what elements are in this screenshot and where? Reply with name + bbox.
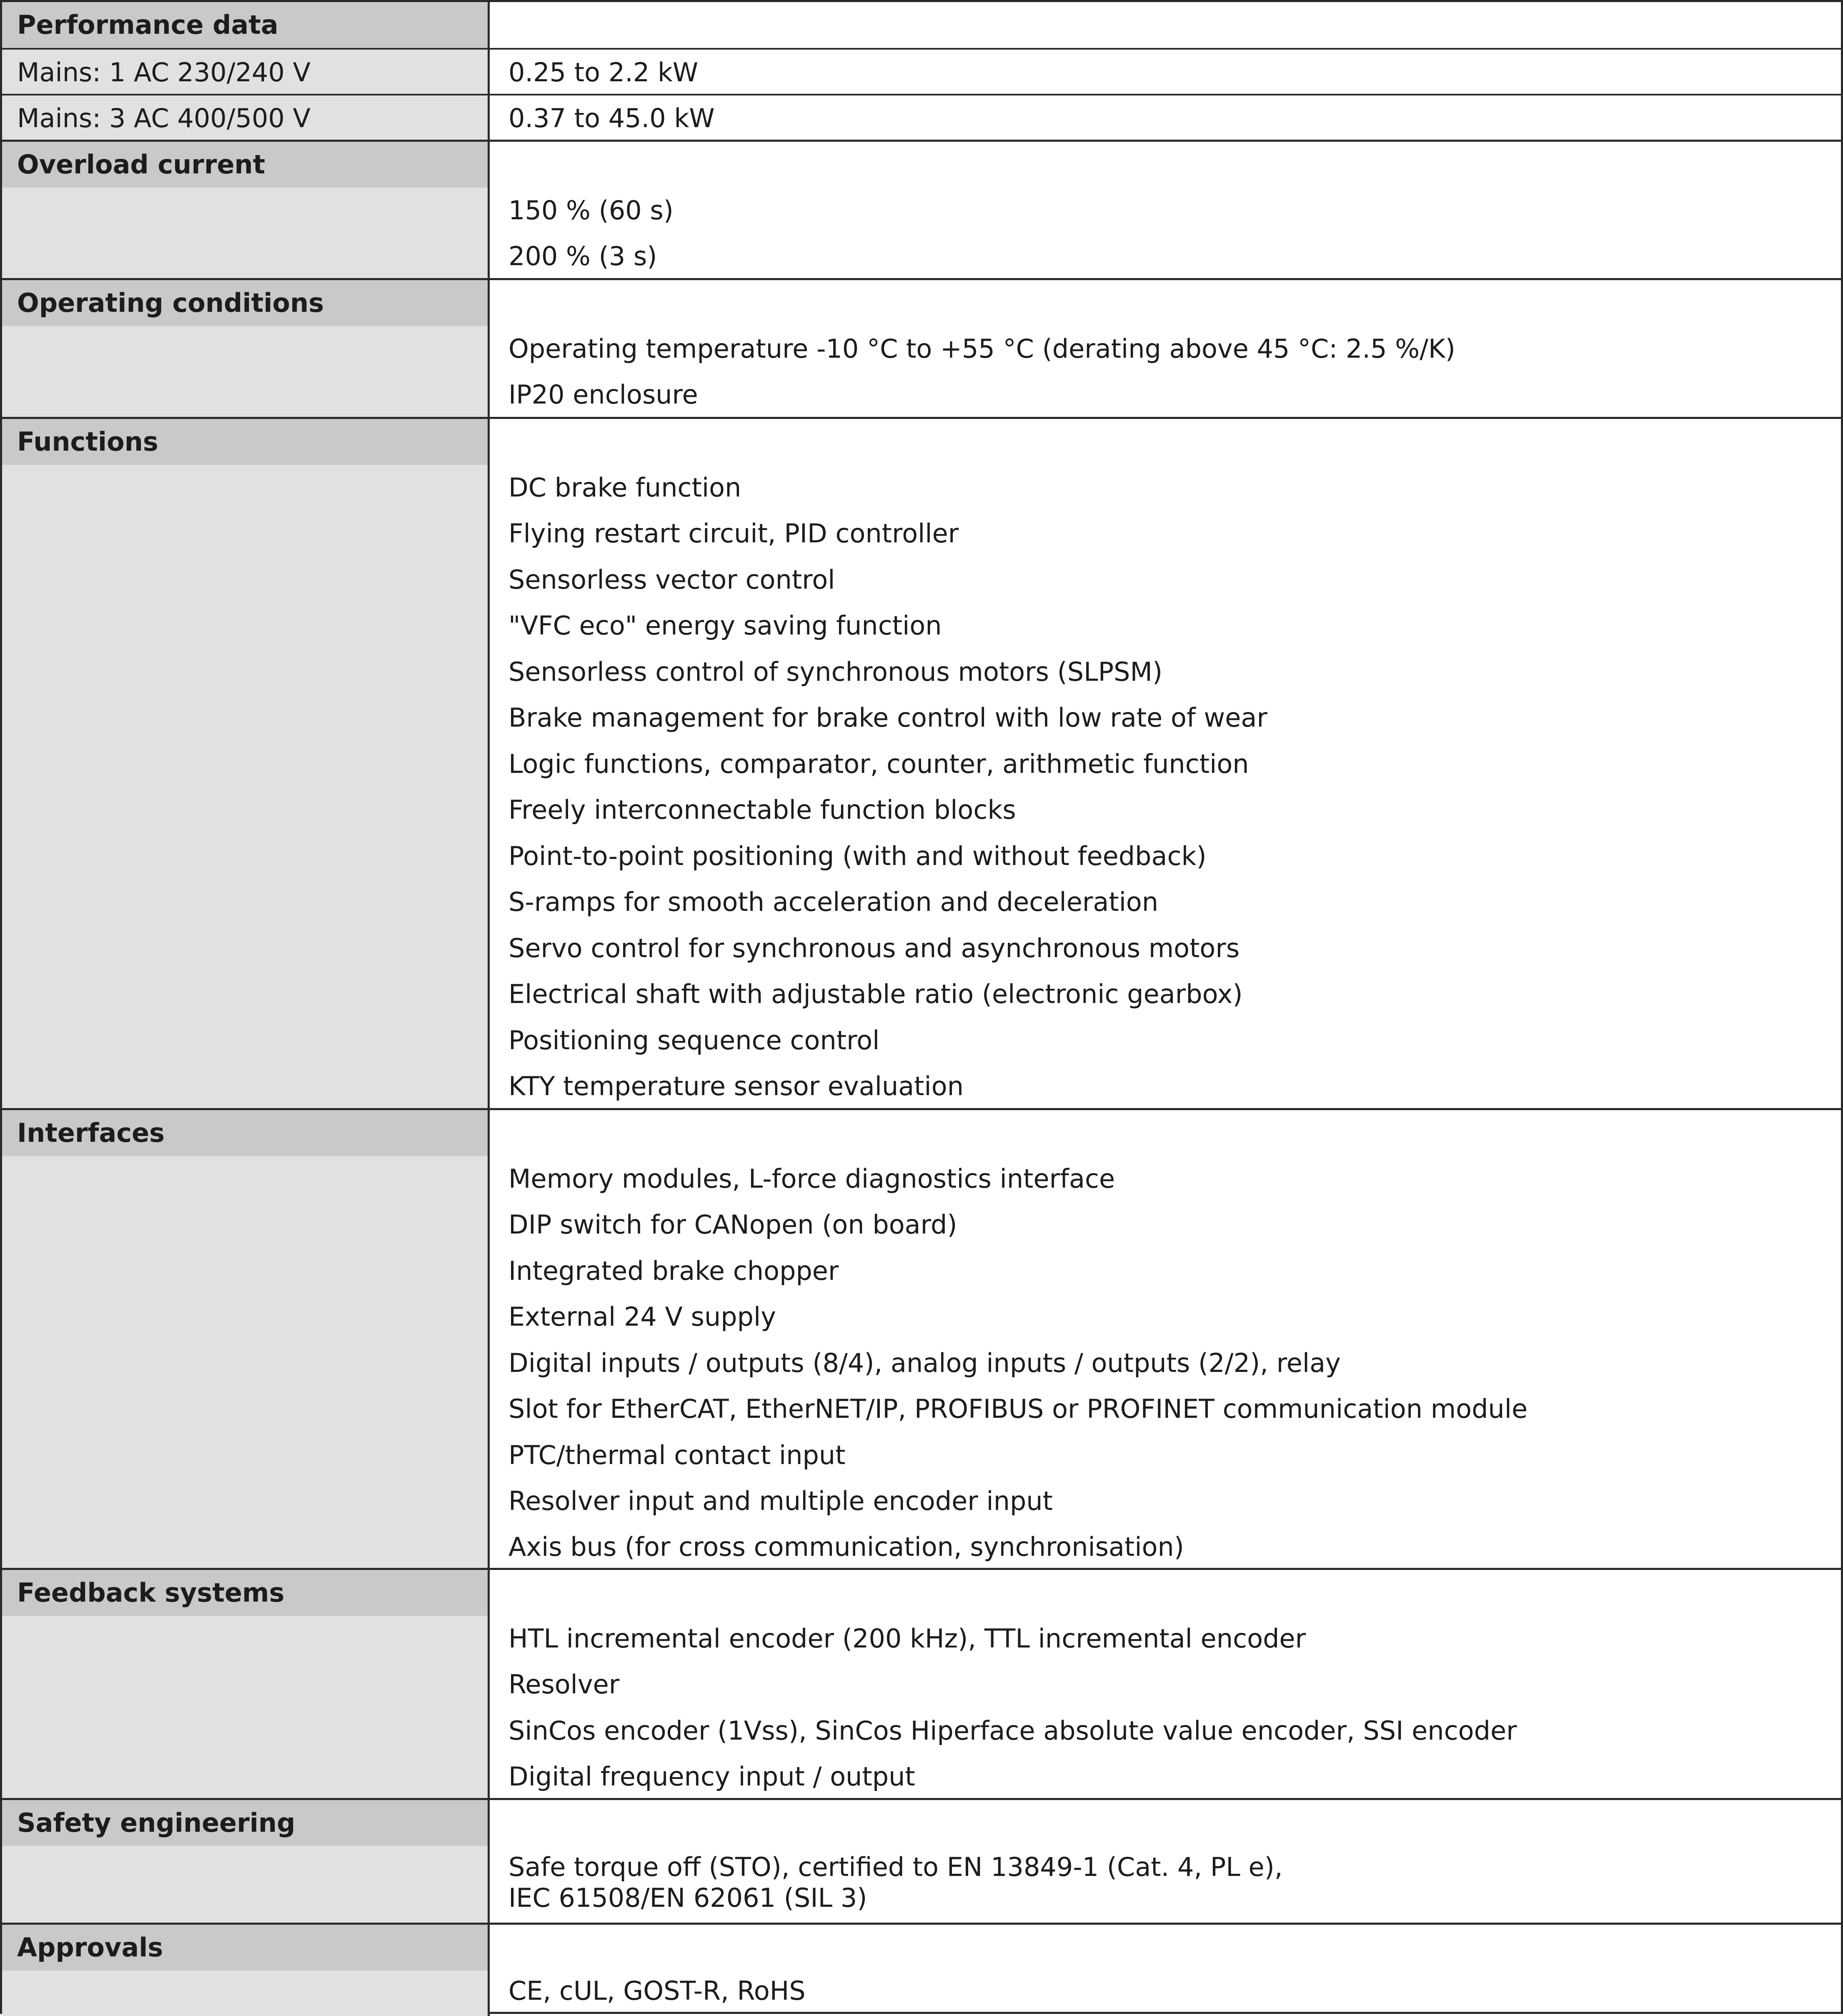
section-title: Performance data bbox=[17, 10, 278, 40]
list-item: Digital frequency input / output bbox=[508, 1761, 915, 1792]
section-title: Operating conditions bbox=[17, 288, 324, 318]
section-operating bbox=[2, 278, 1841, 417]
list-item: IP20 enclosure bbox=[508, 379, 698, 410]
list-item: 150 % (60 s) bbox=[508, 195, 674, 226]
list-item: Servo control for synchronous and asynchronous motors bbox=[508, 933, 1240, 963]
section-title: Feedback systems bbox=[17, 1577, 285, 1608]
list-item: 200 % (3 s) bbox=[508, 241, 657, 271]
section-title: Overload current bbox=[17, 149, 265, 180]
section-title: Functions bbox=[17, 426, 158, 457]
section-title: Interfaces bbox=[17, 1118, 165, 1148]
list-item: Freely interconnectable function blocks bbox=[508, 795, 1016, 825]
table-row bbox=[2, 48, 1841, 94]
section-safety bbox=[2, 1798, 1841, 1923]
list-item: Electrical shaft with adjustable ratio (electronic gearbox) bbox=[508, 979, 1243, 1009]
section-values bbox=[490, 280, 1841, 417]
list-item: PTC/thermal contact input bbox=[508, 1440, 846, 1470]
safety-line-1: Safe torque off (STO), certified to EN 13849-1 (Cat. 4, PL e), bbox=[508, 1852, 1283, 1882]
list-item: DC brake function bbox=[508, 472, 741, 503]
list-item: HTL incremental encoder (200 kHz), TTL incremental encoder bbox=[508, 1623, 1306, 1654]
section-label-column bbox=[2, 2, 490, 48]
list-item: Flying restart circuit, PID controller bbox=[508, 518, 959, 549]
list-item: KTY temperature sensor evaluation bbox=[508, 1071, 964, 1101]
list-item: Point-to-point positioning (with and without feedback) bbox=[508, 841, 1207, 871]
list-item: Sensorless vector control bbox=[508, 564, 835, 595]
section-values bbox=[490, 142, 1841, 278]
section-label-column bbox=[2, 280, 490, 417]
section-title: Safety engineering bbox=[17, 1808, 295, 1838]
list-item: "VFC eco" energy saving function bbox=[508, 610, 942, 641]
table-row bbox=[2, 94, 1841, 140]
row-label: Mains: 1 AC 230/240 V bbox=[17, 57, 311, 88]
row-label: Mains: 3 AC 400/500 V bbox=[17, 103, 311, 133]
list-item: Positioning sequence control bbox=[508, 1025, 880, 1056]
section-overload bbox=[2, 140, 1841, 278]
section-values bbox=[490, 1110, 1841, 1568]
section-feedback bbox=[2, 1568, 1841, 1798]
section-values bbox=[490, 1925, 1841, 2016]
list-item: Sensorless control of synchronous motors (SLPSM) bbox=[508, 657, 1163, 687]
list-item: External 24 V supply bbox=[508, 1301, 776, 1332]
row-value: 0.37 to 45.0 kW bbox=[508, 103, 715, 133]
section-values bbox=[490, 419, 1841, 1108]
list-item: Axis bus (for cross communication, synchronisation) bbox=[508, 1532, 1184, 1562]
list-item: SinCos encoder (1Vss), SinCos Hiperface absolute value encoder, SSI encoder bbox=[508, 1715, 1517, 1746]
list-item: Operating temperature -10 °C to +55 °C (derating above 45 °C: 2.5 %/K) bbox=[508, 333, 1455, 364]
section-values bbox=[490, 1570, 1841, 1798]
list-item: Digital inputs / outputs (8/4), analog inputs / outputs (2/2), relay bbox=[508, 1348, 1341, 1378]
list-item: Memory modules, L-force diagnostics interface bbox=[508, 1163, 1115, 1194]
list-item: Resolver bbox=[508, 1669, 620, 1700]
list-item: DIP switch for CANopen (on board) bbox=[508, 1209, 957, 1240]
section-label-column bbox=[2, 1800, 490, 1923]
section-approvals bbox=[2, 1923, 1841, 2016]
list-item: Brake management for brake control with low rate of wear bbox=[508, 702, 1267, 733]
section-label-column bbox=[2, 419, 490, 1108]
section-functions bbox=[2, 417, 1841, 1108]
section-label-column bbox=[2, 1925, 490, 2016]
section-title: Approvals bbox=[17, 1932, 163, 1963]
row-value: 0.25 to 2.2 kW bbox=[508, 57, 699, 88]
safety-line-2: IEC 61508/EN 62061 (SIL 3) bbox=[508, 1883, 867, 1913]
list-item: CE, cUL, GOST-R, RoHS bbox=[508, 1976, 806, 2006]
section-label-column bbox=[2, 1570, 490, 1798]
list-item: Logic functions, comparator, counter, arithmetic function bbox=[508, 749, 1249, 779]
section-values bbox=[490, 1800, 1841, 1923]
list-item: Resolver input and multiple encoder input bbox=[508, 1486, 1053, 1516]
section-interfaces bbox=[2, 1108, 1841, 1568]
list-item: S-ramps for smooth acceleration and deceleration bbox=[508, 887, 1159, 917]
section-label-column bbox=[2, 142, 490, 278]
section-label-column bbox=[2, 1110, 490, 1568]
list-item: Integrated brake chopper bbox=[508, 1256, 839, 1286]
section-performance bbox=[2, 2, 1841, 140]
list-item: Slot for EtherCAT, EtherNET/IP, PROFIBUS or PROFINET communication module bbox=[508, 1394, 1528, 1424]
